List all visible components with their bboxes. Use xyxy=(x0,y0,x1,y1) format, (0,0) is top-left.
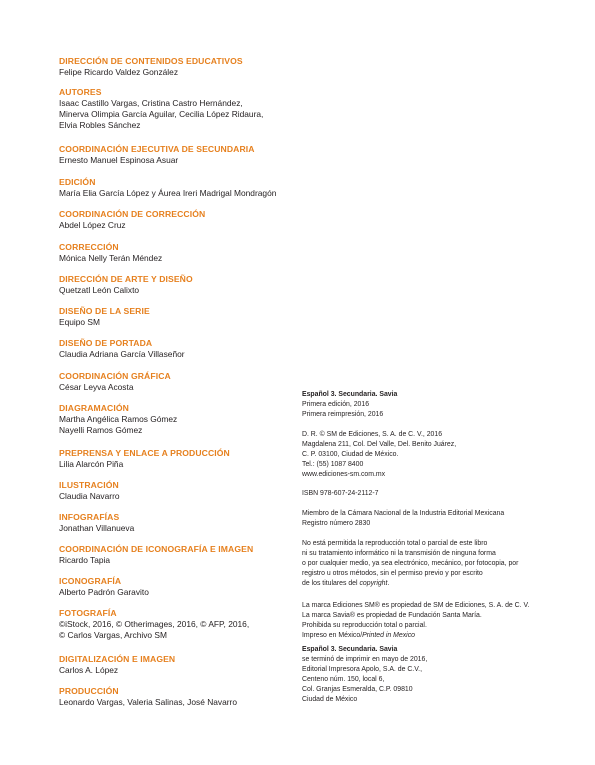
camara-block xyxy=(302,509,595,529)
prohibition-line: No está permitida la reproducción total o parcial de este libro xyxy=(302,540,488,547)
credit-heading: INFOGRAFÍAS xyxy=(59,512,120,522)
colophon-line: Editorial Impresora Apolo, S.A. de C.V., xyxy=(302,666,423,673)
prohibition-line: ni su tratamiento informático ni la transmisión de ninguna forma xyxy=(302,550,496,557)
credit-name: Mónica Nelly Terán Méndez xyxy=(59,253,163,263)
credit-heading: PRODUCCIÓN xyxy=(59,686,119,696)
credit-name: Leonardo Vargas, Valeria Salinas, José Navarro xyxy=(59,697,237,707)
printed-prefix: Impreso en México/ xyxy=(302,632,363,639)
credit-section xyxy=(59,87,319,132)
rights-line: Magdalena 211, Col. Del Valle, Del. Benito Juárez, xyxy=(302,441,457,448)
credit-heading: DISEÑO DE LA SERIE xyxy=(59,306,150,316)
credit-heading: ILUSTRACIÓN xyxy=(59,480,119,490)
edition-title: Español 3. Secundaria. Savia xyxy=(302,391,398,398)
credit-name: César Leyva Acosta xyxy=(59,382,134,392)
credit-section xyxy=(59,576,319,598)
prohibition-suffix: . xyxy=(387,580,390,587)
credit-name: ©iStock, 2016, © Otherimages, 2016, © AFP, 2016, xyxy=(59,619,250,629)
credit-section xyxy=(59,209,319,231)
credit-section xyxy=(59,242,319,264)
credit-name: Quetzatl León Calixto xyxy=(59,285,140,295)
credit-heading: COORDINACIÓN DE CORRECCIÓN xyxy=(59,209,206,219)
prohibition-prefix: de los titulares del xyxy=(302,580,360,587)
credit-heading: DIGITALIZACIÓN E IMAGEN xyxy=(59,654,176,664)
credit-section xyxy=(59,274,319,296)
trademark-line: Prohibida su reproducción total o parcial. xyxy=(302,622,427,629)
credit-name: Lilia Alarcón Piña xyxy=(59,459,124,469)
credit-name: © Carlos Vargas, Archivo SM xyxy=(59,630,167,641)
trademark-line: La marca Ediciones SM® es propiedad de SM de Ediciones, S. A. de C. V. xyxy=(302,602,530,609)
credit-heading: DIRECCIÓN DE ARTE Y DISEÑO xyxy=(59,274,193,284)
credit-name: Ricardo Tapia xyxy=(59,555,111,565)
colophon-title: Español 3. Secundaria. Savia xyxy=(302,646,398,653)
credit-name: Martha Angélica Ramos Gómez xyxy=(59,414,178,424)
credit-section xyxy=(59,144,319,166)
credit-section xyxy=(59,56,319,78)
credit-section xyxy=(59,177,319,199)
credit-name: Claudia Adriana García Villaseñor xyxy=(59,349,185,359)
credit-name: Abdel López Cruz xyxy=(59,220,126,230)
credit-heading: COORDINACIÓN GRÁFICA xyxy=(59,371,171,381)
credit-heading: DIRECCIÓN DE CONTENIDOS EDUCATIVOS xyxy=(59,56,243,66)
credit-name: Elvia Robles Sánchez xyxy=(59,120,141,131)
colophon-line: Centeno núm. 150, local 6, xyxy=(302,676,385,683)
credit-heading: FOTOGRAFÍA xyxy=(59,608,117,618)
trademark-line: La marca Savia® es propiedad de Fundación Santa María. xyxy=(302,612,482,619)
credit-name: Ernesto Manuel Espinosa Asuar xyxy=(59,155,179,165)
isbn: ISBN 978-607-24-2112-7 xyxy=(302,490,379,497)
credit-name: Equipo SM xyxy=(59,317,100,327)
rights-block xyxy=(302,430,595,480)
isbn-block xyxy=(302,489,595,499)
credit-section xyxy=(59,608,319,641)
rights-line: www.ediciones-sm.com.mx xyxy=(302,471,386,478)
credit-heading: ICONOGRAFÍA xyxy=(59,576,122,586)
credit-name: Claudia Navarro xyxy=(59,491,120,501)
printed-italic: Printed in Mexico xyxy=(362,632,415,639)
credit-name: Alberto Padrón Garavito xyxy=(59,587,149,597)
credit-heading: DISEÑO DE PORTADA xyxy=(59,338,153,348)
credit-name: Minerva Olimpia García Aguilar, Cecilia López Ridaura, xyxy=(59,109,264,120)
printed-in xyxy=(302,631,595,641)
credit-name: Jonathan Villanueva xyxy=(59,523,135,533)
credit-name: María Elia García López y Áurea Ireri Madrigal Mondragón xyxy=(59,188,277,198)
credit-heading: COORDINACIÓN DE ICONOGRAFÍA E IMAGEN xyxy=(59,544,254,554)
camara-line: Miembro de la Cámara Nacional de la Industria Editorial Mexicana xyxy=(302,510,505,517)
copyright-word: copyright xyxy=(359,580,388,587)
prohibition-line xyxy=(302,579,595,589)
prohibition-block xyxy=(302,539,595,589)
edition-line: Primera reimpresión, 2016 xyxy=(302,411,384,418)
credit-heading: CORRECCIÓN xyxy=(59,242,119,252)
prohibition-line: registro u otros métodos, sin el permiso previo y por escrito xyxy=(302,570,483,577)
credit-section xyxy=(59,686,319,708)
credit-section xyxy=(59,512,319,534)
credit-section xyxy=(59,338,319,360)
credit-name: Isaac Castillo Vargas, Cristina Castro Hernández, xyxy=(59,98,243,108)
credit-heading: AUTORES xyxy=(59,87,102,97)
credit-heading: EDICIÓN xyxy=(59,177,96,187)
credit-section xyxy=(59,306,319,328)
colophon-block xyxy=(302,645,595,705)
credit-heading: DIAGRAMACIÓN xyxy=(59,403,129,413)
colophon-line: Col. Granjas Esmeralda, C.P. 09810 xyxy=(302,686,413,693)
edition-line: Primera edición, 2016 xyxy=(302,401,370,408)
trademark-block xyxy=(302,601,595,641)
credit-section xyxy=(59,371,319,393)
prohibition-line: o por cualquier medio, ya sea electrónico, mecánico, por fotocopia, por xyxy=(302,560,519,567)
credit-name: Carlos A. López xyxy=(59,665,119,675)
credit-section xyxy=(59,544,319,566)
credit-section xyxy=(59,403,319,436)
credit-section xyxy=(59,480,319,502)
credit-heading: COORDINACIÓN EJECUTIVA DE SECUNDARIA xyxy=(59,144,255,154)
colophon-line: Ciudad de México xyxy=(302,696,358,703)
rights-line: C. P. 03100, Ciudad de México. xyxy=(302,451,399,458)
colophon-line: se terminó de imprimir en mayo de 2016, xyxy=(302,656,428,663)
credit-heading: PREPRENSA Y ENLACE A PRODUCCIÓN xyxy=(59,448,230,458)
credit-name: Felipe Ricardo Valdez González xyxy=(59,67,179,77)
rights-line: D. R. © SM de Ediciones, S. A. de C. V., 2016 xyxy=(302,431,443,438)
credit-section xyxy=(59,448,319,470)
credit-name: Nayelli Ramos Gómez xyxy=(59,425,143,436)
credit-section xyxy=(59,654,319,676)
camara-line: Registro número 2830 xyxy=(302,520,371,527)
edition-block xyxy=(302,390,595,420)
rights-line: Tel.: (55) 1087 8400 xyxy=(302,461,364,468)
